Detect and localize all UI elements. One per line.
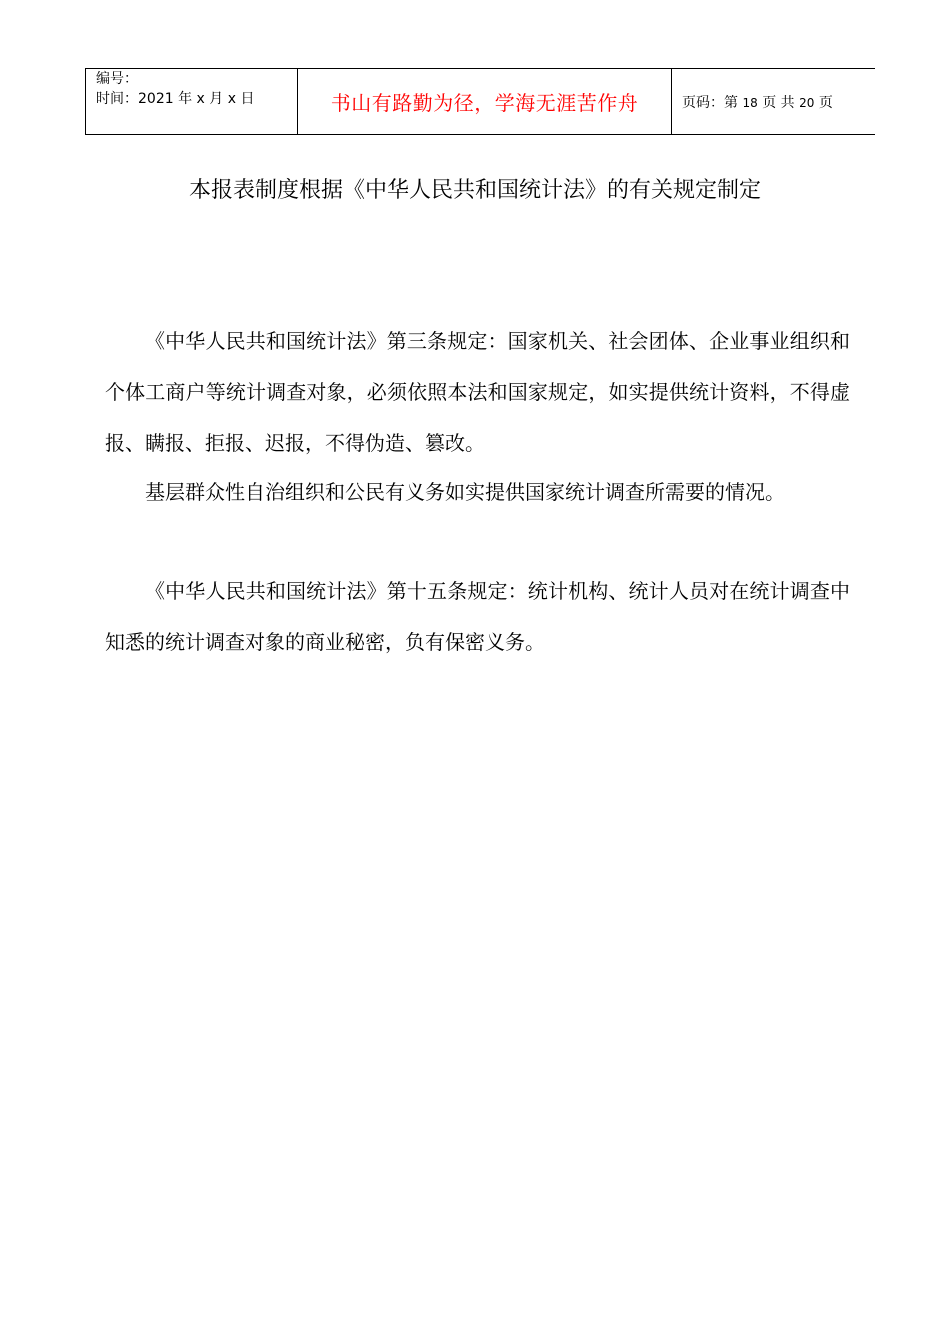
page-middle: 页 共 bbox=[762, 94, 795, 111]
page-current-number: 18 bbox=[742, 95, 758, 110]
date-label: 时间：2021 年 x 月 x 日 bbox=[96, 91, 255, 107]
document-title: 本报表制度根据《中华人民共和国统计法》的有关规定制定 bbox=[188, 178, 761, 203]
header-meta-cell bbox=[86, 69, 298, 135]
paragraph-article-15: 《中华人民共和国统计法》第十五条规定：统计机构、统计人员对在统计调查中知悉的统计调查对象的商业秘密，负有保密义务。 bbox=[105, 579, 850, 654]
page-prefix: 页码：第 bbox=[682, 94, 738, 111]
header-motto: 书山有路勤为径，学海无涯苦作舟 bbox=[298, 69, 672, 135]
page-total-number: 20 bbox=[799, 95, 815, 110]
document-header-table bbox=[85, 68, 875, 135]
page-indicator bbox=[672, 69, 876, 135]
page-suffix: 页 bbox=[818, 94, 833, 111]
paragraph-article-3: 《中华人民共和国统计法》第三条规定：国家机关、社会团体、企业事业组织和个体工商户等统计调查对象，必须依照本法和国家规定，如实提供统计资料，不得虚报、瞒报、拒报、迟报，不得伪造、篡改。 bbox=[105, 329, 850, 455]
paragraph-citizen-obligation: 基层群众性自治组织和公民有义务如实提供国家统计调查所需要的情况。 bbox=[145, 480, 785, 504]
serial-number-label: 编号： bbox=[96, 71, 138, 87]
